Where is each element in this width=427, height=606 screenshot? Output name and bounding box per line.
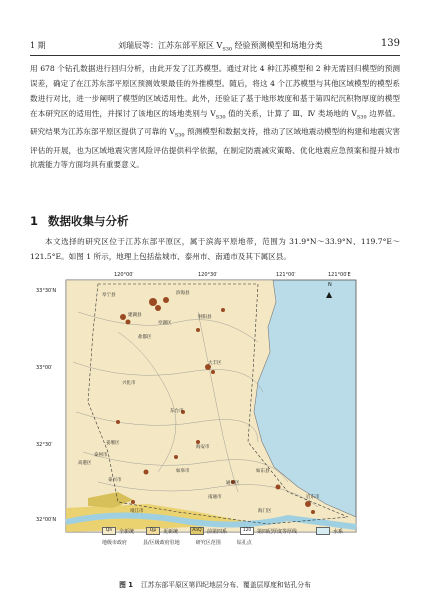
- compass-label: N: [328, 282, 332, 288]
- legend-label: 第四纪厚度等厚线: [257, 528, 298, 535]
- lat-tick-1: 33°30′N: [36, 288, 57, 294]
- place-label: 射阳县: [198, 315, 212, 320]
- lon-tick-1: 120°00′: [114, 272, 134, 278]
- place-label: 大丰区: [208, 361, 222, 366]
- section-body: 本文选择的研究区位于江苏东部平原区，属于滨海平原地带，范围为 31.9°N～33.9°N、119.7°E～121.5°E。如图 1 所示，地理上包括盐城市、泰州市、南通市及其下属区县。: [30, 237, 400, 261]
- legend-boundary: 研究区范围: [195, 540, 221, 546]
- section-number: 1: [30, 214, 39, 228]
- figure-label: 图 1: [119, 581, 133, 589]
- issue-number: 1 期: [30, 41, 46, 50]
- place-label: 建湖县: [128, 313, 142, 318]
- place-label: 泰兴市: [108, 478, 122, 483]
- lon-tick-2: 120°30′: [198, 272, 218, 278]
- legend-label: 更新统: [163, 528, 179, 535]
- place-label: 通州区: [226, 481, 240, 486]
- place-label: 如皋市: [176, 469, 190, 474]
- figure-caption: [30, 579, 400, 589]
- place-label: 南通市: [208, 495, 222, 500]
- map-legend: [102, 527, 402, 553]
- place-label: 阜宁县: [102, 293, 116, 298]
- legend-item: [102, 527, 134, 535]
- lon-tick-4: 121°00′E: [328, 272, 351, 278]
- intro-sub-3: S30: [174, 132, 185, 139]
- legend-item: [240, 527, 297, 535]
- place-label: 滨海县: [176, 291, 190, 296]
- place-label: 靖江市: [130, 509, 144, 514]
- section-heading: [30, 213, 129, 229]
- place-label: 姜堰区: [106, 441, 120, 446]
- legend-swatch: 120: [240, 527, 254, 535]
- place-label: 海安市: [196, 445, 210, 450]
- intro-sub-1: S30: [215, 114, 226, 121]
- running-title-subscript: S30: [222, 46, 233, 53]
- legend-label: 前第四系: [207, 528, 228, 535]
- place-label: 东台市: [170, 409, 184, 414]
- study-area-map: [36, 272, 364, 540]
- intro-sub-2: S30: [356, 114, 367, 121]
- legend-swatch: Qh: [102, 527, 116, 535]
- intro-paragraph: [30, 62, 400, 173]
- intro-text-2: 值的关系，计算了 Ⅲ、Ⅳ 类场地的 V: [225, 108, 357, 118]
- legend-swatch: [316, 527, 330, 535]
- section-title: 数据收集与分析: [48, 214, 129, 228]
- lon-tick-3: 121°00′: [276, 272, 296, 278]
- legend-swatch: Qp: [146, 527, 160, 535]
- legend-item: [190, 527, 227, 535]
- place-label: 如东县: [256, 469, 270, 474]
- place-label: 盐都区: [138, 335, 152, 340]
- compass-icon: ▲: [326, 290, 333, 299]
- lat-tick-4: 32°00′N: [36, 517, 57, 523]
- intro-text-3: 边界值。研究结果为江苏东部平原区提供了可靠的 V: [30, 108, 400, 137]
- legend-swatch: AnQ: [190, 527, 204, 535]
- legend-label: 全新统: [119, 528, 135, 535]
- lat-tick-2: 33°00′: [36, 365, 53, 371]
- running-header: [30, 38, 400, 52]
- lat-tick-3: 32°30′: [36, 442, 53, 448]
- intro-text-1: 用 678 个钻孔数据进行回归分析，由此开发了江苏模型。通过对比 4 种江苏模型和 2 种无需回归模型的预测误差，确定了在江苏东部平原区预测效果最佳的外推模型。随后，将这 4 个江苏模型与其他区域模型的模型系数进行对比，进一步阐明了模型的区域适用性。此外，还验证了基于地形坡度和基于第四纪沉积物厚度的模型在本研究区的适用性，并探讨了该地区的场地类别与 V: [30, 64, 400, 118]
- running-title-end: 经验预测模型和场地分类: [232, 41, 323, 50]
- legend-item: [316, 527, 343, 535]
- running-title: [118, 40, 323, 53]
- legend-county: 县/区级政府驻地: [143, 540, 180, 546]
- place-label: 海门区: [258, 509, 272, 514]
- place-label: 泰州市: [94, 453, 108, 458]
- figure-caption-text: 江苏东部平原区第四纪地层分布、覆盖层厚度和钻孔分布: [140, 581, 311, 589]
- place-label: 高港区: [78, 461, 92, 466]
- intro-text-4: 预测模型和数据支持，推动了区域地震动模型的构建和地震灾害评估的开展，也为区域地震灾害风险评估提供科学依据，在制定防震减灾策略、优化地震应急预案和提升城市抗震能力等方面均具有重要意义。: [30, 127, 400, 170]
- header-rule: [30, 55, 400, 56]
- place-label: 启东市: [306, 495, 320, 500]
- legend-city: 地级市政府: [102, 540, 128, 546]
- legend-item: [146, 527, 178, 535]
- legend-row2: [102, 539, 252, 546]
- legend-label: 水系: [333, 528, 344, 535]
- page-number: 139: [380, 38, 400, 49]
- running-title-part: 刘瑞辰等：江苏东部平原区 V: [118, 41, 223, 50]
- legend-borehole: 钻孔点: [236, 540, 252, 546]
- place-label: 兴化市: [122, 381, 136, 386]
- place-label: 亭湖区: [158, 321, 172, 326]
